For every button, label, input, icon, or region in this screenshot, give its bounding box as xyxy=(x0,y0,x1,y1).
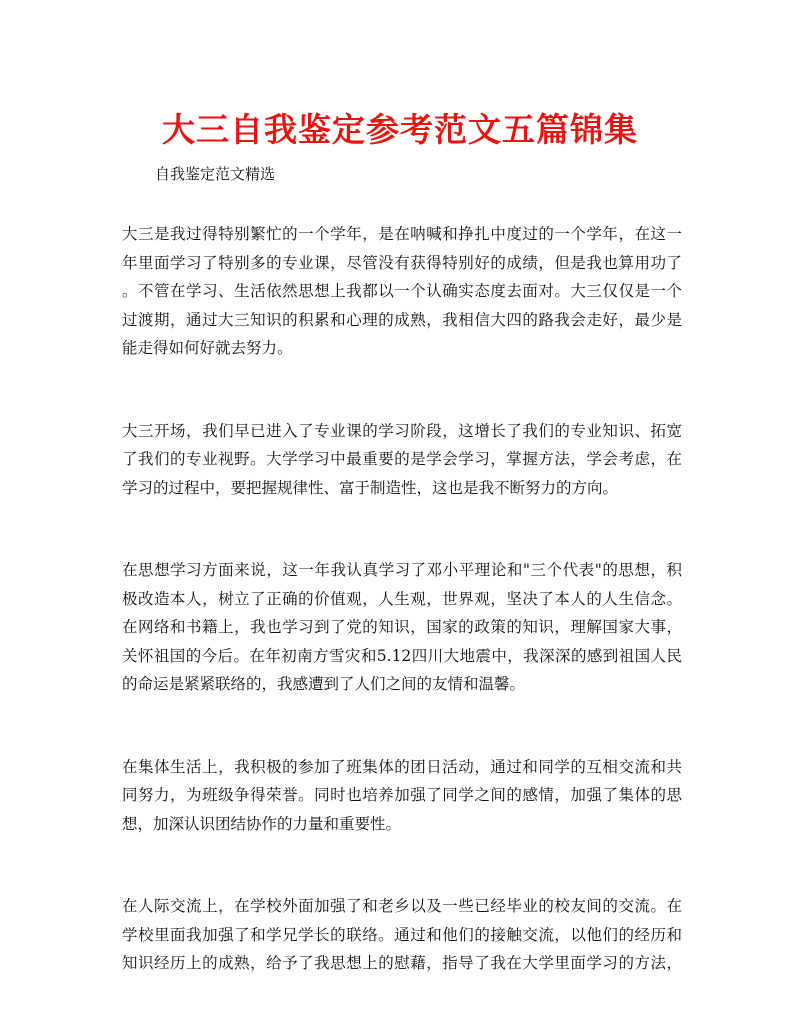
document-body xyxy=(122,220,682,1032)
paragraph-3 xyxy=(122,556,682,699)
paragraph-line: 年里面学习了特别多的专业课，尽管没有获得特别好的成绩，但是我也算用功了 xyxy=(122,253,682,272)
paragraph-line: 关怀祖国的今后。在年初南方雪灾和5.12四川大地震中，我深深的感到祖国人民 xyxy=(122,646,682,665)
paragraph-line: 想，加深认识团结协作的力量和重要性。 xyxy=(122,814,402,833)
paragraph-line: 能走得如何好就去努力。 xyxy=(122,339,293,357)
paragraph-line: 过渡期，通过大三知识的积累和心理的成熟，我相信大四的路我会走好，最少是 xyxy=(122,310,682,329)
paragraph-line: 。不管在学习、生活依然思想上我都以一个认确实态度去面对。大三仅仅是一个 xyxy=(122,282,682,300)
paragraph-line: 在网络和书籍上，我也学习到了党的知识，国家的政策的知识，理解国家大事， xyxy=(122,618,682,636)
paragraph-line: 大三开场，我们早已进入了专业课的学习阶段，这增长了我们的专业知识、拓宽 xyxy=(122,421,682,440)
paragraph-line: 了我们的专业视野。大学学习中最重要的是学会学习，掌握方法，学会考虑，在 xyxy=(122,450,682,468)
paragraph-line: 在思想学习方面来说，这一年我认真学习了邓小平理论和"三个代表"的思想，积 xyxy=(122,561,682,579)
paragraph-line: 学校里面我加强了和学兄学长的联络。通过和他们的接触交流，以他们的经历和 xyxy=(122,925,682,944)
paragraph-line: 的命运是紧紧联络的，我感遭到了人们之间的友情和温馨。 xyxy=(122,675,526,693)
paragraph-line: 极改造本人，树立了正确的价值观，人生观，世界观，坚决了本人的人生信念。 xyxy=(122,589,682,608)
paragraph-5 xyxy=(122,892,682,978)
paragraph-line: 知识经历上的成熟，给予了我思想上的慰藉，指导了我在大学里面学习的方法， xyxy=(122,954,682,972)
paragraph-1 xyxy=(122,220,682,363)
paragraph-line: 大三是我过得特别繁忙的一个学年，是在呐喊和挣扎中度过的一个学年，在这一 xyxy=(122,225,682,243)
paragraph-line: 学习的过程中，要把握规律性、富于制造性，这也是我不断努力的方向。 xyxy=(122,478,619,497)
paragraph-line: 在集体生活上，我积极的参加了班集体的团日活动，通过和同学的互相交流和共 xyxy=(122,757,682,776)
paragraph-2 xyxy=(122,417,682,503)
document-title: 大三自我鉴定参考范文五篇锦集 xyxy=(162,110,638,149)
paragraph-4 xyxy=(122,753,682,839)
paragraph-line: 同努力，为班级争得荣誉。同时也培养加强了同学之间的感情，加强了集体的思 xyxy=(122,786,682,804)
document-subtitle: 自我鉴定范文精选 xyxy=(155,165,276,183)
paragraph-line: 在人际交流上，在学校外面加强了和老乡以及一些已经毕业的校友间的交流。在 xyxy=(122,897,682,915)
